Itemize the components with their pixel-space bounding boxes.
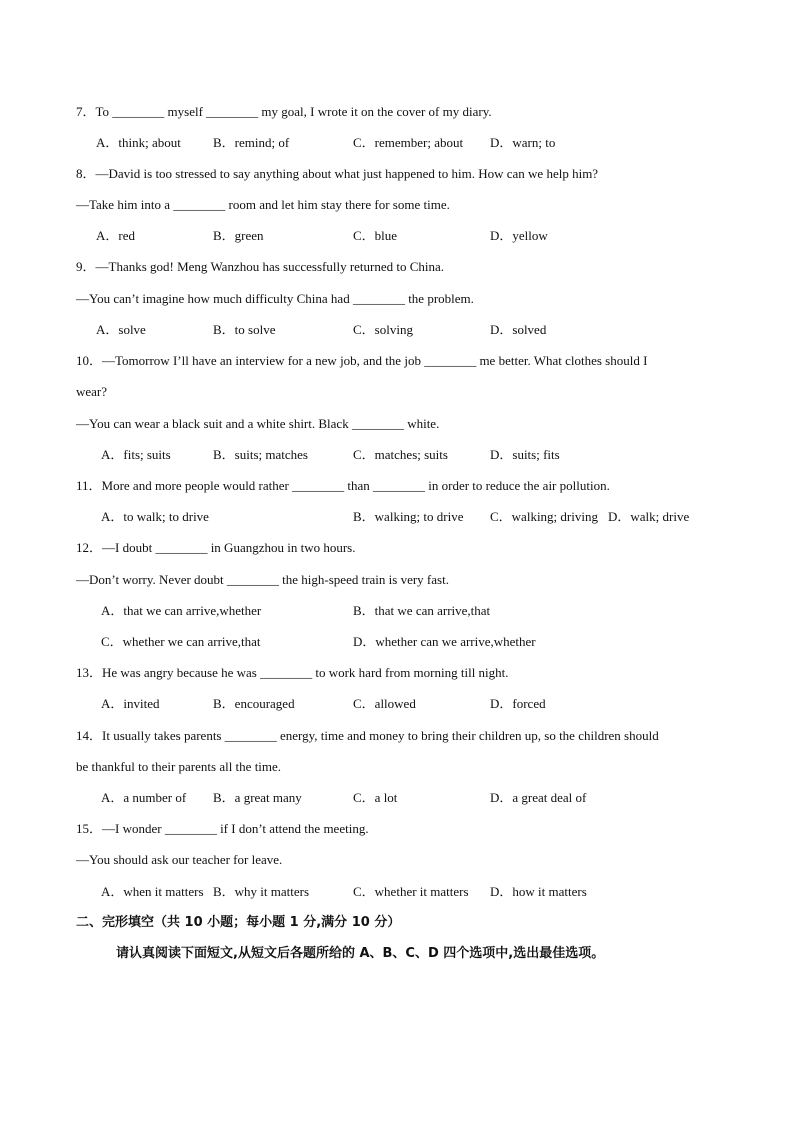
question-8-option-b: B．green [213, 228, 264, 243]
question-13-option-c: C．allowed [353, 696, 416, 711]
question-11-stem: 11．More and more people would rather ________ than ________ in order to reduce the air pollution. [76, 478, 610, 493]
question-15-option-b: B．why it matters [213, 884, 310, 899]
question-9-option-d: D．solved [490, 322, 547, 337]
question-12-option-d: D．whether can we arrive,whether [353, 634, 536, 649]
section-2-title: 二、完形填空（共 10 小题；每小题 1 分,满分 10 分） [76, 915, 401, 930]
question-14-stem-continued: be thankful to their parents all the time. [76, 759, 282, 774]
question-10-option-a: A．fits; suits [101, 447, 171, 462]
question-10-option-d: D．suits; fits [490, 447, 560, 462]
question-15-option-a: A．when it matters [101, 884, 204, 899]
question-7-stem: 7．To ________ myself ________ my goal, I wrote it on the cover of my diary. [76, 104, 492, 119]
question-13-option-d: D．forced [490, 696, 546, 711]
question-8-stem: 8．—David is too stressed to say anything about what just happened to him. How can we help him? [76, 166, 599, 181]
question-12-option-c: C．whether we can arrive,that [101, 634, 261, 649]
question-15-stem: 15．—I wonder ________ if I don’t attend the meeting. [76, 821, 369, 836]
question-15-option-d: D．how it matters [490, 884, 587, 899]
question-8-option-a: A．red [96, 228, 135, 243]
question-13-stem: 13．He was angry because he was ________ to work hard from morning till night. [76, 665, 509, 680]
question-8-stem-reply: —Take him into a ________ room and let him stay there for some time. [76, 197, 450, 212]
question-7-option-c: C．remember; about [353, 135, 464, 150]
question-14-option-c: C．a lot [353, 790, 398, 805]
question-14-option-b: B．a great many [213, 790, 302, 805]
question-13-option-a: A．invited [101, 696, 160, 711]
question-10-stem: 10．—Tomorrow I’ll have an interview for a new job, and the job ________ me better. What clothes should I [76, 353, 648, 368]
question-8-option-c: C．blue [353, 228, 398, 243]
question-13-option-b: B．encouraged [213, 696, 295, 711]
section-2-instruction: 请认真阅读下面短文,从短文后各题所给的 A、B、C、D 四个选项中,选出最佳选项。 [116, 946, 605, 961]
question-11-option-a: A．to walk; to drive [101, 509, 209, 524]
question-10-option-b: B．suits; matches [213, 447, 308, 462]
question-15-option-c: C．whether it matters [353, 884, 469, 899]
question-14-option-d: D．a great deal of [490, 790, 587, 805]
question-10-option-c: C．matches; suits [353, 447, 448, 462]
question-10-stem-reply: —You can wear a black suit and a white shirt. Black ________ white. [76, 416, 440, 431]
question-9-stem: 9．—Thanks god! Meng Wanzhou has successfully returned to China. [76, 259, 445, 274]
question-15-stem-reply: —You should ask our teacher for leave. [76, 852, 283, 867]
question-12-option-a: A．that we can arrive,whether [101, 603, 262, 618]
question-14-option-a: A．a number of [101, 790, 187, 805]
question-12-stem: 12．—I doubt ________ in Guangzhou in two hours. [76, 540, 356, 555]
question-9-stem-reply: —You can’t imagine how much difficulty China had ________ the problem. [76, 291, 474, 306]
question-12-option-b: B．that we can arrive,that [353, 603, 491, 618]
question-7-option-a: A．think; about [96, 135, 181, 150]
question-11-option-d: D．walk; drive [608, 509, 690, 524]
question-9-option-a: A．solve [96, 322, 146, 337]
question-8-option-d: D．yellow [490, 228, 548, 243]
question-14-stem: 14．It usually takes parents ________ energy, time and money to bring their children up, so the children should [76, 728, 659, 743]
question-12-stem-reply: —Don’t worry. Never doubt ________ the high-speed train is very fast. [76, 572, 449, 587]
question-9-option-c: C．solving [353, 322, 413, 337]
question-7-option-b: B．remind; of [213, 135, 290, 150]
question-7-option-d: D．warn; to [490, 135, 556, 150]
question-11-option-c: C．walking; driving [490, 509, 598, 524]
question-9-option-b: B．to solve [213, 322, 276, 337]
question-11-option-b: B．walking; to drive [353, 509, 464, 524]
question-10-stem-continued: wear? [76, 384, 108, 399]
